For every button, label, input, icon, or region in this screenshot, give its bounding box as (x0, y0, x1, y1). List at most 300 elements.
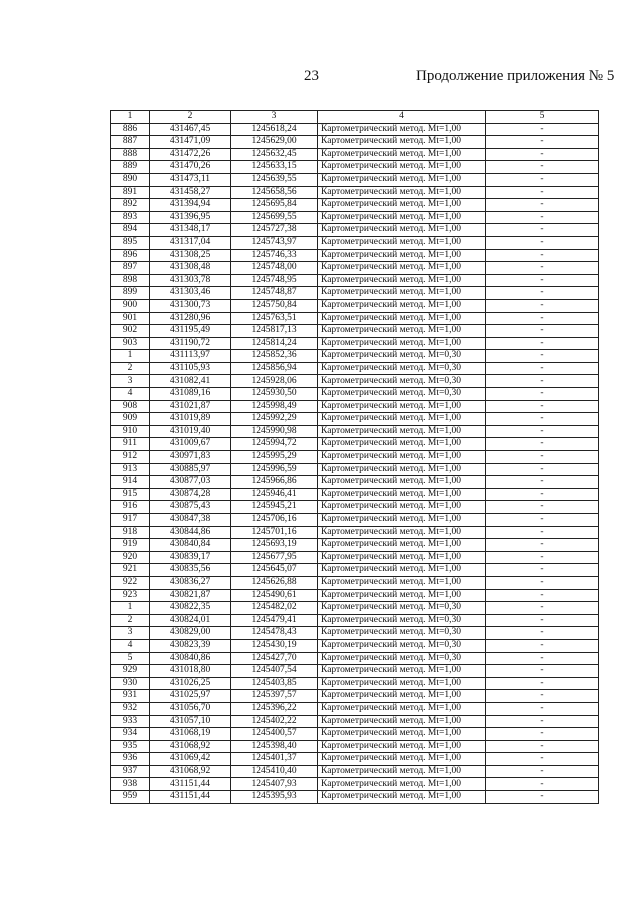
point-number-cell: 917 (111, 514, 150, 527)
y-coordinate-cell: 1245693,19 (231, 539, 318, 552)
method-cell: Картометрический метод. Mt=1,00 (318, 564, 486, 577)
point-number-cell: 918 (111, 526, 150, 539)
table-row (111, 274, 599, 287)
method-cell: Картометрический метод. Mt=1,00 (318, 337, 486, 350)
y-coordinate-cell: 1245427,70 (231, 652, 318, 665)
note-cell: - (486, 753, 599, 766)
note-cell: - (486, 438, 599, 451)
point-number-cell: 1 (111, 602, 150, 615)
table-row (111, 639, 599, 652)
y-coordinate-cell: 1245996,59 (231, 463, 318, 476)
point-number-cell: 898 (111, 274, 150, 287)
y-coordinate-cell: 1245763,51 (231, 312, 318, 325)
y-coordinate-cell: 1245482,02 (231, 602, 318, 615)
y-coordinate-cell: 1245748,95 (231, 274, 318, 287)
note-cell: - (486, 350, 599, 363)
x-coordinate-cell: 431151,44 (150, 778, 231, 791)
y-coordinate-cell: 1245407,54 (231, 665, 318, 678)
method-cell: Картометрический метод. Mt=1,00 (318, 400, 486, 413)
point-number-cell: 5 (111, 652, 150, 665)
point-number-cell: 886 (111, 123, 150, 136)
note-cell: - (486, 312, 599, 325)
y-coordinate-cell: 1245748,87 (231, 287, 318, 300)
x-coordinate-cell: 430824,01 (150, 614, 231, 627)
table-row (111, 173, 599, 186)
x-coordinate-cell: 431019,89 (150, 413, 231, 426)
point-number-cell: 896 (111, 249, 150, 262)
page-number: 23 (304, 68, 319, 84)
table-row (111, 602, 599, 615)
x-coordinate-cell: 431025,97 (150, 690, 231, 703)
y-coordinate-cell: 1245398,40 (231, 740, 318, 753)
x-coordinate-cell: 431056,70 (150, 702, 231, 715)
note-cell: - (486, 576, 599, 589)
method-cell: Картометрический метод. Mt=1,00 (318, 501, 486, 514)
note-cell: - (486, 274, 599, 287)
method-cell: Картометрический метод. Mt=1,00 (318, 740, 486, 753)
table-row (111, 325, 599, 338)
table-row (111, 677, 599, 690)
table-row (111, 199, 599, 212)
point-number-cell: 930 (111, 677, 150, 690)
method-cell: Картометрический метод. Mt=1,00 (318, 173, 486, 186)
method-cell: Картометрический метод. Mt=1,00 (318, 753, 486, 766)
method-cell: Картометрический метод. Mt=1,00 (318, 287, 486, 300)
method-cell: Картометрический метод. Mt=1,00 (318, 576, 486, 589)
point-number-cell: 938 (111, 778, 150, 791)
x-coordinate-cell: 431308,48 (150, 262, 231, 275)
table-row (111, 614, 599, 627)
table-row (111, 123, 599, 136)
note-cell: - (486, 375, 599, 388)
point-number-cell: 2 (111, 362, 150, 375)
method-cell: Картометрический метод. Mt=1,00 (318, 249, 486, 262)
x-coordinate-cell: 431348,17 (150, 224, 231, 237)
point-number-cell: 903 (111, 337, 150, 350)
note-cell: - (486, 514, 599, 527)
y-coordinate-cell: 1245817,13 (231, 325, 318, 338)
table-row (111, 463, 599, 476)
x-coordinate-cell: 431396,95 (150, 211, 231, 224)
note-cell: - (486, 400, 599, 413)
x-coordinate-cell: 431068,92 (150, 740, 231, 753)
point-number-cell: 909 (111, 413, 150, 426)
table-row (111, 224, 599, 237)
x-coordinate-cell: 430823,39 (150, 639, 231, 652)
x-coordinate-cell: 431394,94 (150, 199, 231, 212)
method-cell: Картометрический метод. Mt=1,00 (318, 463, 486, 476)
point-number-cell: 922 (111, 576, 150, 589)
table-row (111, 551, 599, 564)
x-coordinate-cell: 431068,19 (150, 728, 231, 741)
x-coordinate-cell: 431082,41 (150, 375, 231, 388)
y-coordinate-cell: 1245995,29 (231, 451, 318, 464)
note-cell: - (486, 715, 599, 728)
note-cell: - (486, 677, 599, 690)
point-number-cell: 901 (111, 312, 150, 325)
point-number-cell: 895 (111, 236, 150, 249)
x-coordinate-cell: 431009,67 (150, 438, 231, 451)
x-coordinate-cell: 430847,38 (150, 514, 231, 527)
table-row (111, 526, 599, 539)
y-coordinate-cell: 1245743,97 (231, 236, 318, 249)
method-cell: Картометрический метод. Mt=0,30 (318, 614, 486, 627)
note-cell: - (486, 791, 599, 804)
note-cell: - (486, 765, 599, 778)
method-cell: Картометрический метод. Mt=1,00 (318, 136, 486, 149)
y-coordinate-cell: 1245677,95 (231, 551, 318, 564)
point-number-cell: 3 (111, 375, 150, 388)
table-row (111, 778, 599, 791)
x-coordinate-cell: 430836,27 (150, 576, 231, 589)
y-coordinate-cell: 1245695,84 (231, 199, 318, 212)
y-coordinate-cell: 1245814,24 (231, 337, 318, 350)
method-cell: Картометрический метод. Mt=1,00 (318, 665, 486, 678)
x-coordinate-cell: 431190,72 (150, 337, 231, 350)
y-coordinate-cell: 1245407,93 (231, 778, 318, 791)
point-number-cell: 931 (111, 690, 150, 703)
table-row (111, 299, 599, 312)
table-row (111, 148, 599, 161)
table-row (111, 413, 599, 426)
y-coordinate-cell: 1245629,00 (231, 136, 318, 149)
y-coordinate-cell: 1245966,86 (231, 476, 318, 489)
method-cell: Картометрический метод. Mt=1,00 (318, 589, 486, 602)
coordinates-table (110, 110, 599, 804)
x-coordinate-cell: 431151,44 (150, 791, 231, 804)
point-number-cell: 897 (111, 262, 150, 275)
note-cell: - (486, 299, 599, 312)
y-coordinate-cell: 1245396,22 (231, 702, 318, 715)
method-cell: Картометрический метод. Mt=1,00 (318, 778, 486, 791)
point-number-cell: 932 (111, 702, 150, 715)
y-coordinate-cell: 1245430,19 (231, 639, 318, 652)
method-cell: Картометрический метод. Mt=1,00 (318, 262, 486, 275)
y-coordinate-cell: 1245990,98 (231, 425, 318, 438)
table-row (111, 438, 599, 451)
x-coordinate-cell: 431471,09 (150, 136, 231, 149)
x-coordinate-cell: 431089,16 (150, 388, 231, 401)
table-row (111, 740, 599, 753)
method-cell: Картометрический метод. Mt=1,00 (318, 765, 486, 778)
point-number-cell: 935 (111, 740, 150, 753)
method-cell: Картометрический метод. Mt=1,00 (318, 211, 486, 224)
table-row (111, 765, 599, 778)
table-row (111, 287, 599, 300)
table-row (111, 211, 599, 224)
x-coordinate-cell: 431317,04 (150, 236, 231, 249)
point-number-cell: 2 (111, 614, 150, 627)
point-number-cell: 934 (111, 728, 150, 741)
x-coordinate-cell: 431473,11 (150, 173, 231, 186)
y-coordinate-cell: 1245994,72 (231, 438, 318, 451)
point-number-cell: 888 (111, 148, 150, 161)
point-number-cell: 933 (111, 715, 150, 728)
x-coordinate-cell: 431057,10 (150, 715, 231, 728)
note-cell: - (486, 639, 599, 652)
point-number-cell: 893 (111, 211, 150, 224)
method-cell: Картометрический метод. Mt=1,00 (318, 791, 486, 804)
column-header: 2 (150, 111, 231, 124)
method-cell: Картометрический метод. Mt=0,30 (318, 375, 486, 388)
table-row (111, 337, 599, 350)
point-number-cell: 894 (111, 224, 150, 237)
table-row (111, 501, 599, 514)
point-number-cell: 900 (111, 299, 150, 312)
table-row (111, 375, 599, 388)
appendix-title: Продолжение приложения № 5 (416, 68, 615, 84)
column-header: 3 (231, 111, 318, 124)
method-cell: Картометрический метод. Mt=1,00 (318, 488, 486, 501)
y-coordinate-cell: 1245632,45 (231, 148, 318, 161)
note-cell: - (486, 161, 599, 174)
y-coordinate-cell: 1245748,00 (231, 262, 318, 275)
method-cell: Картометрический метод. Mt=1,00 (318, 677, 486, 690)
method-cell: Картометрический метод. Mt=1,00 (318, 325, 486, 338)
point-number-cell: 890 (111, 173, 150, 186)
table-row (111, 161, 599, 174)
y-coordinate-cell: 1245946,41 (231, 488, 318, 501)
y-coordinate-cell: 1245401,37 (231, 753, 318, 766)
x-coordinate-cell: 431458,27 (150, 186, 231, 199)
note-cell: - (486, 526, 599, 539)
table-row (111, 753, 599, 766)
point-number-cell: 915 (111, 488, 150, 501)
method-cell: Картометрический метод. Mt=1,00 (318, 476, 486, 489)
table-row (111, 476, 599, 489)
method-cell: Картометрический метод. Mt=0,30 (318, 388, 486, 401)
point-number-cell: 4 (111, 388, 150, 401)
x-coordinate-cell: 431470,26 (150, 161, 231, 174)
x-coordinate-cell: 431300,73 (150, 299, 231, 312)
y-coordinate-cell: 1245397,57 (231, 690, 318, 703)
point-number-cell: 916 (111, 501, 150, 514)
x-coordinate-cell: 430822,35 (150, 602, 231, 615)
x-coordinate-cell: 430875,43 (150, 501, 231, 514)
method-cell: Картометрический метод. Mt=0,30 (318, 652, 486, 665)
method-cell: Картометрический метод. Mt=1,00 (318, 551, 486, 564)
note-cell: - (486, 337, 599, 350)
x-coordinate-cell: 431308,25 (150, 249, 231, 262)
note-cell: - (486, 501, 599, 514)
method-cell: Картометрический метод. Mt=1,00 (318, 186, 486, 199)
column-header: 4 (318, 111, 486, 124)
x-coordinate-cell: 431026,25 (150, 677, 231, 690)
method-cell: Картометрический метод. Mt=1,00 (318, 199, 486, 212)
method-cell: Картометрический метод. Mt=1,00 (318, 312, 486, 325)
x-coordinate-cell: 430971,83 (150, 451, 231, 464)
point-number-cell: 911 (111, 438, 150, 451)
method-cell: Картометрический метод. Mt=1,00 (318, 728, 486, 741)
table-row (111, 400, 599, 413)
table-row (111, 665, 599, 678)
method-cell: Картометрический метод. Mt=1,00 (318, 702, 486, 715)
table-row (111, 136, 599, 149)
table-row (111, 388, 599, 401)
method-cell: Картометрический метод. Mt=1,00 (318, 438, 486, 451)
column-header: 5 (486, 111, 599, 124)
y-coordinate-cell: 1245645,07 (231, 564, 318, 577)
y-coordinate-cell: 1245701,16 (231, 526, 318, 539)
y-coordinate-cell: 1245403,85 (231, 677, 318, 690)
point-number-cell: 1 (111, 350, 150, 363)
table-row (111, 791, 599, 804)
note-cell: - (486, 702, 599, 715)
method-cell: Картометрический метод. Mt=1,00 (318, 526, 486, 539)
method-cell: Картометрический метод. Mt=1,00 (318, 514, 486, 527)
point-number-cell: 920 (111, 551, 150, 564)
method-cell: Картометрический метод. Mt=1,00 (318, 425, 486, 438)
y-coordinate-cell: 1245633,15 (231, 161, 318, 174)
method-cell: Картометрический метод. Mt=0,30 (318, 627, 486, 640)
y-coordinate-cell: 1245395,93 (231, 791, 318, 804)
point-number-cell: 3 (111, 627, 150, 640)
point-number-cell: 919 (111, 539, 150, 552)
note-cell: - (486, 136, 599, 149)
y-coordinate-cell: 1245490,61 (231, 589, 318, 602)
point-number-cell: 913 (111, 463, 150, 476)
note-cell: - (486, 778, 599, 791)
y-coordinate-cell: 1245746,33 (231, 249, 318, 262)
x-coordinate-cell: 431303,78 (150, 274, 231, 287)
note-cell: - (486, 488, 599, 501)
point-number-cell: 923 (111, 589, 150, 602)
point-number-cell: 914 (111, 476, 150, 489)
y-coordinate-cell: 1245930,50 (231, 388, 318, 401)
table-row (111, 488, 599, 501)
x-coordinate-cell: 430885,97 (150, 463, 231, 476)
note-cell: - (486, 551, 599, 564)
table-row (111, 690, 599, 703)
x-coordinate-cell: 431021,87 (150, 400, 231, 413)
note-cell: - (486, 325, 599, 338)
point-number-cell: 959 (111, 791, 150, 804)
x-coordinate-cell: 430874,28 (150, 488, 231, 501)
y-coordinate-cell: 1245992,29 (231, 413, 318, 426)
note-cell: - (486, 476, 599, 489)
y-coordinate-cell: 1245699,55 (231, 211, 318, 224)
y-coordinate-cell: 1245750,84 (231, 299, 318, 312)
x-coordinate-cell: 430839,17 (150, 551, 231, 564)
note-cell: - (486, 236, 599, 249)
method-cell: Картометрический метод. Mt=0,30 (318, 350, 486, 363)
note-cell: - (486, 652, 599, 665)
point-number-cell: 889 (111, 161, 150, 174)
x-coordinate-cell: 431113,97 (150, 350, 231, 363)
x-coordinate-cell: 431069,42 (150, 753, 231, 766)
method-cell: Картометрический метод. Mt=1,00 (318, 161, 486, 174)
table-row (111, 589, 599, 602)
note-cell: - (486, 602, 599, 615)
point-number-cell: 902 (111, 325, 150, 338)
point-number-cell: 929 (111, 665, 150, 678)
y-coordinate-cell: 1245479,41 (231, 614, 318, 627)
x-coordinate-cell: 430835,56 (150, 564, 231, 577)
note-cell: - (486, 362, 599, 375)
y-coordinate-cell: 1245618,24 (231, 123, 318, 136)
table-row (111, 451, 599, 464)
y-coordinate-cell: 1245852,36 (231, 350, 318, 363)
note-cell: - (486, 589, 599, 602)
point-number-cell: 921 (111, 564, 150, 577)
method-cell: Картометрический метод. Mt=0,30 (318, 362, 486, 375)
y-coordinate-cell: 1245945,21 (231, 501, 318, 514)
note-cell: - (486, 148, 599, 161)
x-coordinate-cell: 431068,92 (150, 765, 231, 778)
x-coordinate-cell: 430877,03 (150, 476, 231, 489)
y-coordinate-cell: 1245928,06 (231, 375, 318, 388)
method-cell: Картометрический метод. Mt=1,00 (318, 274, 486, 287)
table-row (111, 362, 599, 375)
method-cell: Картометрический метод. Mt=0,30 (318, 602, 486, 615)
point-number-cell: 910 (111, 425, 150, 438)
x-coordinate-cell: 430840,84 (150, 539, 231, 552)
note-cell: - (486, 728, 599, 741)
table-body (111, 123, 599, 803)
note-cell: - (486, 211, 599, 224)
point-number-cell: 912 (111, 451, 150, 464)
x-coordinate-cell: 431019,40 (150, 425, 231, 438)
x-coordinate-cell: 431018,80 (150, 665, 231, 678)
table-row (111, 539, 599, 552)
table-row (111, 249, 599, 262)
x-coordinate-cell: 431280,96 (150, 312, 231, 325)
table-row (111, 715, 599, 728)
method-cell: Картометрический метод. Mt=1,00 (318, 224, 486, 237)
note-cell: - (486, 690, 599, 703)
table-row (111, 702, 599, 715)
x-coordinate-cell: 431472,26 (150, 148, 231, 161)
table-row (111, 514, 599, 527)
table-row (111, 425, 599, 438)
note-cell: - (486, 186, 599, 199)
y-coordinate-cell: 1245998,49 (231, 400, 318, 413)
note-cell: - (486, 388, 599, 401)
note-cell: - (486, 262, 599, 275)
method-cell: Картометрический метод. Mt=1,00 (318, 451, 486, 464)
x-coordinate-cell: 431467,45 (150, 123, 231, 136)
method-cell: Картометрический метод. Mt=1,00 (318, 690, 486, 703)
y-coordinate-cell: 1245626,88 (231, 576, 318, 589)
table-row (111, 312, 599, 325)
note-cell: - (486, 451, 599, 464)
y-coordinate-cell: 1245478,43 (231, 627, 318, 640)
note-cell: - (486, 173, 599, 186)
x-coordinate-cell: 431195,49 (150, 325, 231, 338)
note-cell: - (486, 564, 599, 577)
table-row (111, 350, 599, 363)
x-coordinate-cell: 430840,86 (150, 652, 231, 665)
table-row (111, 262, 599, 275)
note-cell: - (486, 539, 599, 552)
method-cell: Картометрический метод. Mt=1,00 (318, 539, 486, 552)
y-coordinate-cell: 1245706,16 (231, 514, 318, 527)
method-cell: Картометрический метод. Mt=1,00 (318, 123, 486, 136)
y-coordinate-cell: 1245402,22 (231, 715, 318, 728)
table-row (111, 236, 599, 249)
method-cell: Картометрический метод. Mt=1,00 (318, 715, 486, 728)
y-coordinate-cell: 1245856,94 (231, 362, 318, 375)
method-cell: Картометрический метод. Mt=0,30 (318, 639, 486, 652)
point-number-cell: 891 (111, 186, 150, 199)
point-number-cell: 887 (111, 136, 150, 149)
note-cell: - (486, 627, 599, 640)
note-cell: - (486, 413, 599, 426)
y-coordinate-cell: 1245400,57 (231, 728, 318, 741)
point-number-cell: 892 (111, 199, 150, 212)
note-cell: - (486, 287, 599, 300)
x-coordinate-cell: 430829,00 (150, 627, 231, 640)
